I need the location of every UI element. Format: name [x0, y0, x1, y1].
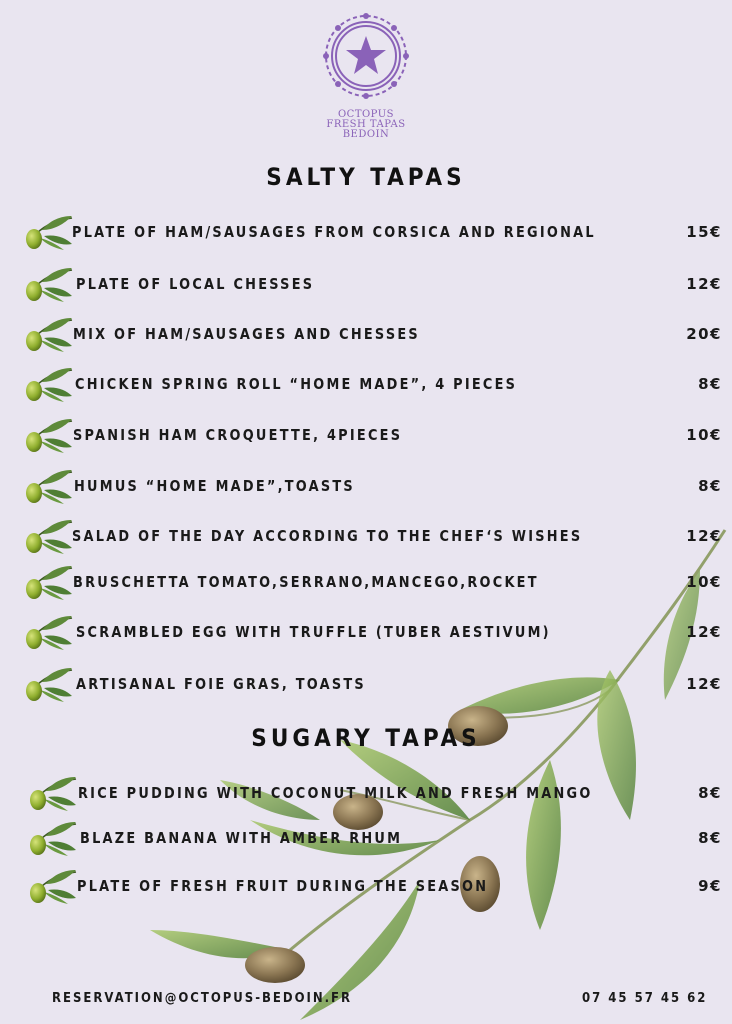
olive-icon [24, 417, 74, 455]
menu-item-price: 12€ [686, 675, 722, 693]
salty-tapas-heading: SALTY TAPAS [266, 163, 466, 191]
menu-item-price: 8€ [698, 477, 722, 495]
menu-item [0, 266, 732, 300]
menu-item-name: MIX OF HAM/SAUSAGES AND CHESSES [73, 325, 420, 343]
menu-item [0, 614, 732, 648]
menu-item-name: ARTISANAL FOIE GRAS, TOASTS [76, 675, 366, 693]
olive-icon [28, 820, 78, 858]
olive-icon [24, 266, 74, 304]
menu-item [0, 316, 732, 350]
menu-item-name: BLAZE BANANA WITH AMBER RHUM [80, 829, 403, 847]
menu-item [0, 868, 732, 902]
menu-item-name: BRUSCHETTA TOMATO,SERRANO,MANCEGO,ROCKET [73, 573, 539, 591]
brand-tagline: FRESH TAPAS [326, 119, 406, 130]
menu-item [0, 366, 732, 400]
menu-item [0, 666, 732, 700]
octopus-star-logo [322, 12, 410, 100]
sugary-tapas-heading: SUGARY TAPAS [251, 724, 481, 752]
menu-item [0, 214, 732, 248]
menu-item-price: 12€ [686, 275, 722, 293]
menu-item-name: RICE PUDDING WITH COCONUT MILK AND FRESH MANGO [78, 784, 593, 802]
menu-item [0, 775, 732, 809]
olive-icon [24, 518, 74, 556]
menu-item-name: SPANISH HAM CROQUETTE, 4PIECES [73, 426, 403, 444]
olive-icon [24, 214, 74, 252]
menu-item-name: HUMUS “HOME MADE”,TOASTS [74, 477, 355, 495]
reservation-email[interactable]: RESERVATION@OCTOPUS-BEDOIN.FR [52, 991, 353, 1006]
menu-item-price: 12€ [686, 527, 722, 545]
olive-icon [24, 666, 74, 704]
olive-icon [24, 468, 74, 506]
menu-item-price: 10€ [686, 426, 722, 444]
olive-icon [28, 775, 78, 813]
menu-item-price: 9€ [698, 877, 722, 895]
brand-name: OCTOPUS [337, 109, 395, 120]
menu-item-name: PLATE OF FRESH FRUIT DURING THE SEASON [77, 877, 489, 895]
phone-number[interactable]: 07 45 57 45 62 [582, 991, 708, 1006]
menu-item-name: CHICKEN SPRING ROLL “HOME MADE”, 4 PIECES [75, 375, 518, 393]
menu-item-name: PLATE OF LOCAL CHESSES [76, 275, 315, 293]
menu-item-price: 20€ [686, 325, 722, 343]
olive-icon [24, 366, 74, 404]
brand-location: BEDOIN [342, 129, 390, 140]
menu-item-price: 10€ [686, 573, 722, 591]
menu-item-price: 12€ [686, 623, 722, 641]
menu-item [0, 518, 732, 552]
olive-icon [24, 564, 74, 602]
menu-item [0, 564, 732, 598]
olive-icon [28, 868, 78, 906]
olive-icon [24, 614, 74, 652]
menu-item [0, 417, 732, 451]
menu-item-name: SALAD OF THE DAY ACCORDING TO THE CHEF‘S WISHES [72, 527, 583, 545]
menu-item-price: 8€ [698, 375, 722, 393]
menu-item [0, 820, 732, 854]
olive-icon [24, 316, 74, 354]
menu-item-name: SCRAMBLED EGG WITH TRUFFLE (TUBER AESTIVUM) [76, 623, 551, 641]
menu-item-price: 8€ [698, 784, 722, 802]
menu-item-price: 15€ [686, 223, 722, 241]
menu-item-name: PLATE OF HAM/SAUSAGES FROM CORSICA AND REGIONAL [72, 223, 596, 241]
menu-item [0, 468, 732, 502]
menu-item-price: 8€ [698, 829, 722, 847]
